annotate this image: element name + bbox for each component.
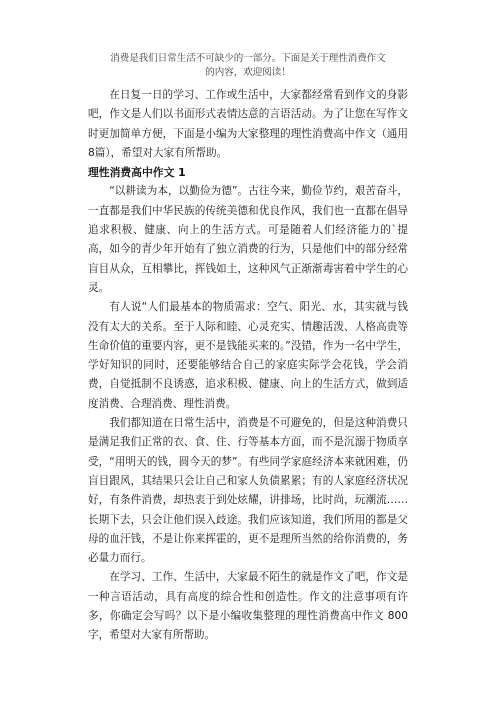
paragraph-body-3: 我们都知道在日常生活中，消费是不可避免的，但是这种消费只是满足我们正常的衣、食、住、行等基本方面，而不是沉溺于物质享受，“用明天的钱，圆今天的梦”。有些同学家庭经济本来就困难，仍盲目跟风，其结果只会让自己和家人负债累累；有的人家庭经济状况好，有条件消费，却热衷于到处炫耀，讲排场，比时尚，玩潮流……长期下去，只会让他们误入歧途。我们应该知道，我们所用的都是父母的血汗钱，不是让你来挥霍的，更不是理所当然的给你消费的，务必量力而行。 [88, 417, 408, 565]
section-heading: 理性消费高中作文 1 [88, 166, 186, 180]
paragraph-body-4: 在学习、工作、生活中，大家最不陌生的就是作文了吧，作文是一种言语活动，具有高度的综合性和创造性。作文的注意事项有许多，你确定会写吗？以下是小编收集整理的理性消费高中作文 800 字，希望对大家有所帮助。 [88, 571, 408, 642]
paragraph-body-1: “以耕读为本，以勤俭为德”。古往今来，勤俭节约，艰苦奋斗，一直都是我们中华民族的传统美德和优良作风，我们也一直都在倡导追求积极、健康、向上的生活方式。可是随着人们经济能力的`提高，如今的青少年开始有了独立消费的行为，只是他们中的部分经常盲目从众，互相攀比，挥钱如土，这种风气正渐渐毒害着中学生的心灵。 [88, 185, 408, 294]
intro-summary: 消费是我们日常生活不可缺少的一部分。下面是关于理性消费作文的内容，欢迎阅读！ [110, 53, 386, 78]
paragraph-body-2: 有人说“人们最基本的物质需求：空气、阳光、水，其实就与钱没有太大的关系。至于人际和睦、心灵充实、情趣活泼、人格高贵等生命价值的重要内容，更不是钱能买来的。”没错，作为一名中学生，学好知识的同时，还要能够结合自己的家庭实际学会花钱，学会消费，自觉抵制不良诱惑，追求积极、健康、向上的生活方式，做到适度消费、合理消费、理性消费。 [88, 301, 408, 410]
paragraph-opening: 在日复一日的学习、工作或生活中，大家都经常看到作文的身影吧，作文是人们以书面形式表情达意的言语活动。为了让您在写作文时更加简单方便，下面是小编为大家整理的理性消费高中作文（通用8篇），希望对大家有所帮助。 [88, 89, 408, 159]
